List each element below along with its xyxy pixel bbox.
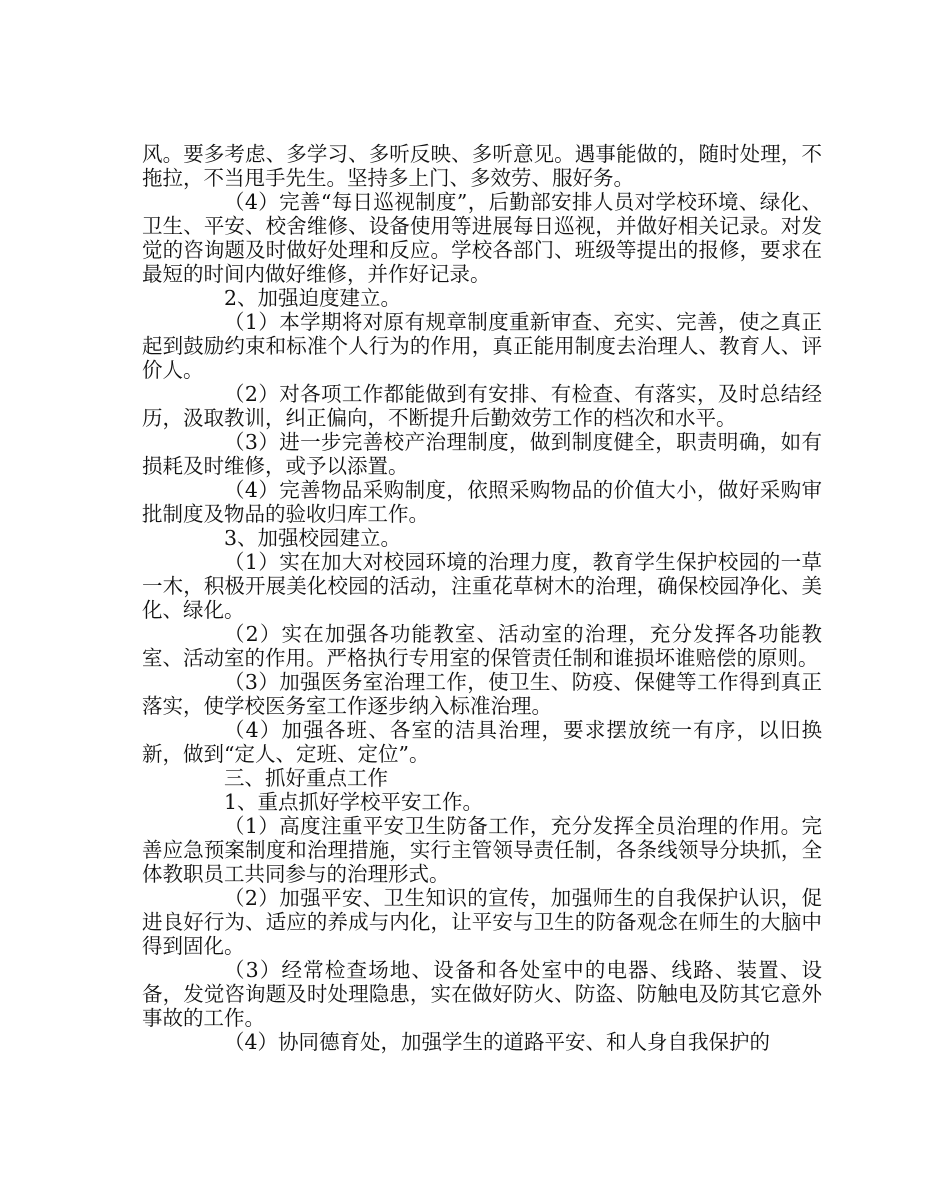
paragraph-item: （3）经常检查场地、设备和各处室中的电器、线路、装置、设备，发觉咨询题及时处理隐患，实在做好防火、防盗、防触电及防其它意外事故的工作。 bbox=[142, 958, 822, 1030]
paragraph-item: （4）协同德育处，加强学生的道路平安、和人身自我保护的 bbox=[224, 1030, 771, 1054]
paragraph-item: （4）加强各班、各室的洁具治理，要求摆放统一有序，以旧换新，做到“定人、定班、定位”。 bbox=[142, 718, 822, 766]
paragraph-item: （2）对各项工作都能做到有安排、有检查、有落实，及时总结经历，汲取教训，纠正偏向，不断提升后勤效劳工作的档次和水平。 bbox=[142, 382, 822, 430]
section-heading: 1、重点抓好学校平安工作。 bbox=[224, 790, 484, 814]
document-body bbox=[142, 142, 822, 1054]
paragraph-item: （1）本学期将对原有规章制度重新审查、充实、完善，使之真正起到鼓励约束和标准个人行为的作用，真正能用制度去治理人、教育人、评价人。 bbox=[142, 310, 822, 382]
paragraph-item: （2）实在加强各功能教室、活动室的治理，充分发挥各功能教室、活动室的作用。严格执行专用室的保管责任制和谁损坏谁赔偿的原则。 bbox=[142, 622, 822, 670]
section-heading: 3、加强校园建立。 bbox=[224, 526, 402, 550]
paragraph-item: （3）加强医务室治理工作，使卫生、防疫、保健等工作得到真正落实，使学校医务室工作逐步纳入标准治理。 bbox=[142, 670, 822, 718]
paragraph-item: （1）高度注重平安卫生防备工作，充分发挥全员治理的作用。完善应急预案制度和治理措施，实行主管领导责任制，各条线领导分块抓，全体教职员工共同参与的治理形式。 bbox=[142, 814, 822, 886]
paragraph-item: （4）完善“每日巡视制度”，后勤部安排人员对学校环境、绿化、卫生、平安、校舍维修、设备使用等进展每日巡视，并做好相关记录。对发觉的咨询题及时做好处理和反应。学校各部门、班级等提出的报修，要求在最短的时间内做好维修，并作好记录。 bbox=[142, 190, 822, 286]
paragraph-item: （1）实在加大对校园环境的治理力度，教育学生保护校园的一草一木，积极开展美化校园的活动，注重花草树木的治理，确保校园净化、美化、绿化。 bbox=[142, 550, 822, 622]
chapter-heading: 三、抓好重点工作 bbox=[224, 766, 388, 790]
paragraph-item: （2）加强平安、卫生知识的宣传，加强师生的自我保护认识，促进良好行为、适应的养成与内化，让平安与卫生的防备观念在师生的大脑中得到固化。 bbox=[142, 886, 822, 958]
paragraph-continuation: 风。要多考虑、多学习、多听反映、多听意见。遇事能做的，随时处理，不拖拉，不当甩手先生。坚持多上门、多效劳、服好务。 bbox=[142, 142, 822, 190]
section-heading: 2、加强迫度建立。 bbox=[224, 286, 402, 310]
paragraph-item: （4）完善物品采购制度，依照采购物品的价值大小，做好采购审批制度及物品的验收归库工作。 bbox=[142, 478, 822, 526]
paragraph-item: （3）进一步完善校产治理制度，做到制度健全，职责明确，如有损耗及时维修，或予以添置。 bbox=[142, 430, 822, 478]
